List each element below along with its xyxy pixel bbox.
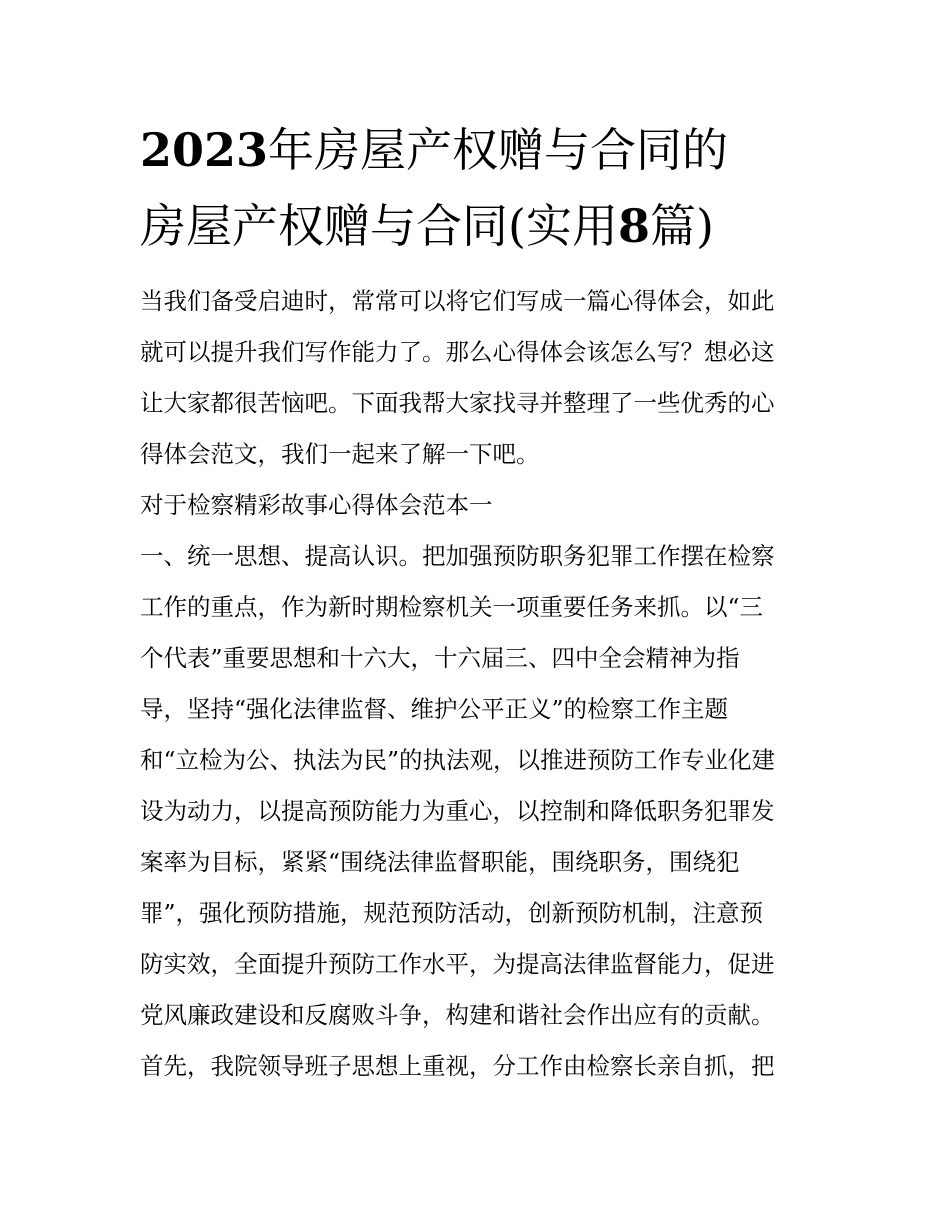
section-heading: 对于检察精彩故事心得体会范本一 [140, 491, 493, 519]
body-line: 得体会范文，我们一起来了解一下吧。 [140, 440, 540, 468]
body-line: 党风廉政建设和反腐败斗争，构建和谐社会作出应有的贡献。 [140, 1001, 775, 1029]
body-line: 设为动力，以提高预防能力为重心，以控制和降低职务犯罪发 [140, 797, 775, 825]
body-line: 防实效，全面提升预防工作水平，为提高法律监督能力，促进 [140, 950, 775, 978]
body-line: 导，坚持“强化法律监督、维护公平正义”的检察工作主题 [140, 695, 729, 723]
body-line: 工作的重点，作为新时期检察机关一项重要任务来抓。以“三 [140, 593, 764, 621]
body-line: 一、统一思想、提高认识。把加强预防职务犯罪工作摆在检察 [140, 542, 775, 570]
document-title [140, 112, 820, 264]
document-body [140, 276, 820, 1092]
body-line: 让大家都很苦恼吧。下面我帮大家找寻并整理了一些优秀的心 [140, 389, 775, 417]
title-line-2: 房屋产权赠与合同(实用8篇) [140, 199, 714, 253]
body-line: 个代表”重要思想和十六大，十六届三、四中全会精神为指 [140, 644, 740, 672]
title-line-1: 2023年房屋产权赠与合同的 [140, 123, 729, 177]
body-line: 案率为目标，紧紧“围绕法律监督职能，围绕职务，围绕犯 [140, 848, 740, 876]
body-line: 首先，我院领导班子思想上重视，分工作由检察长亲自抓，把 [140, 1052, 775, 1080]
body-line: 当我们备受启迪时，常常可以将它们写成一篇心得体会，如此 [140, 287, 775, 315]
body-line: 就可以提升我们写作能力了。那么心得体会该怎么写？想必这 [140, 338, 775, 366]
document-content [140, 112, 820, 1092]
body-line: 罪”，强化预防措施，规范预防活动，创新预防机制，注意预 [140, 899, 764, 927]
body-line: 和“立检为公、执法为民”的执法观，以推进预防工作专业化建 [140, 746, 776, 774]
